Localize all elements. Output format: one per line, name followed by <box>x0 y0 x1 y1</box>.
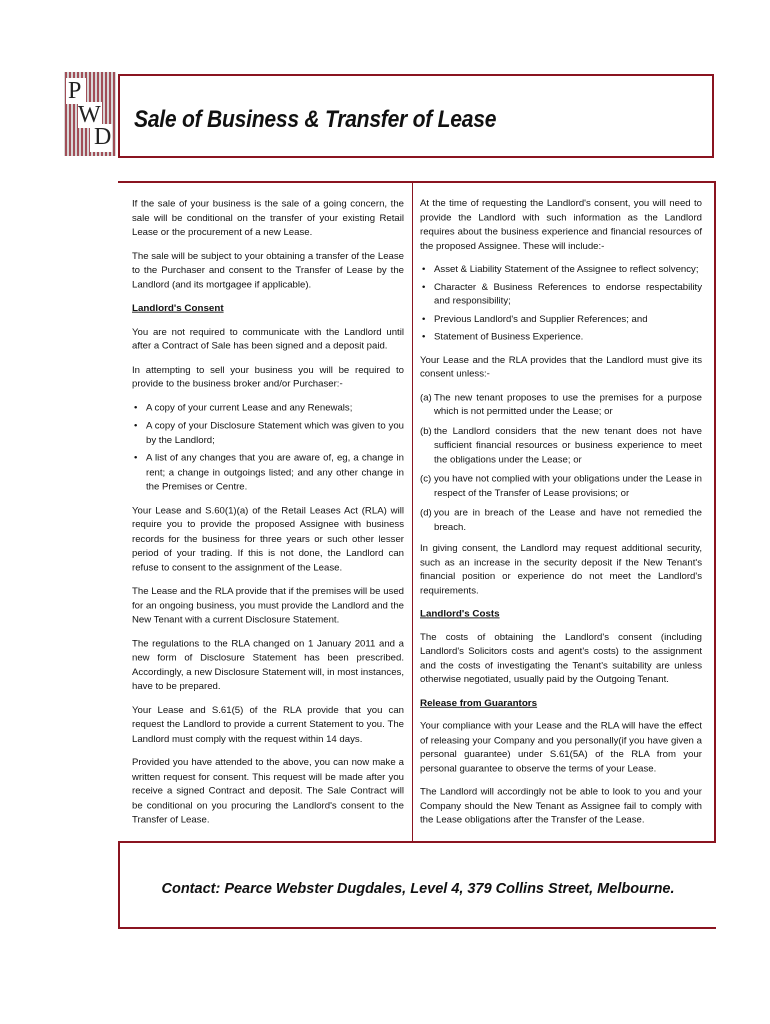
item-label: (a) <box>420 392 432 403</box>
paragraph: In giving consent, the Landlord may request additional security, such as an increase in the security deposit if the New Tenant's financial position or experience do not meet the Landlord's requirements. <box>420 543 702 596</box>
condition-item <box>420 391 702 419</box>
contact-box <box>118 841 716 929</box>
title-box <box>118 74 714 158</box>
paragraph: The regulations to the RLA changed on 1 January 2011 and a new form of Disclosure Statement has been prescribed. Accordingly, a new Disclosure Statement will, in most instances, have to be prepared. <box>132 638 404 692</box>
item-text: The new tenant proposes to use the premises for a purpose which is not permitted under the Lease; or <box>434 392 702 417</box>
heading-release-from-guarantors: Release from Guarantors <box>420 698 538 709</box>
logo-letter-p: P <box>68 78 82 104</box>
condition-item <box>420 506 702 534</box>
list-item: • A copy of your current Lease and any Renewals; <box>132 401 404 415</box>
paragraph: Your Lease and the RLA provides that the Landlord must give its consent unless:- <box>420 355 702 380</box>
condition-item <box>420 472 702 500</box>
list-item: • Character & Business References to endorse respectability and responsibility; <box>420 280 702 308</box>
item-label: (c) <box>420 474 432 485</box>
paragraph: The costs of obtaining the Landlord's consent (including Landlord's Solicitors costs and agent's costs) to the assignment and the costs of investigating the Tenant's suitability are unless otherwise negotiated, usually paid by the Outgoing Tenant. <box>420 632 702 685</box>
paragraph: The Landlord will accordingly not be able to look to you and your Company should the New Tenant as Assignee fail to comply with the Lease obligations after the Transfer of the Lease. <box>420 787 702 826</box>
paragraph: At the time of requesting the Landlord's consent, you will need to provide the Landlord with such information as the Landlord requires about the business experience and financial resources of the proposed Assignee. These will include:- <box>420 198 702 252</box>
right-column <box>420 197 702 837</box>
paragraph: Your Lease and S.60(1)(a) of the Retail Leases Act (RLA) will require you to provide the proposed Assignee with business records for the business for three years or such other lesser period of your trading. If this is not done, the Landlord can refuse to consent to the assignment of the Lease. <box>132 505 404 574</box>
item-label: (d) <box>420 507 432 519</box>
paragraph: If the sale of your business is the sale of a going concern, the sale will be conditional on the transfer of your existing Retail Lease or the procurement of a new Lease. <box>132 198 404 238</box>
bullet-list <box>132 401 404 494</box>
logo-letter-w: W <box>78 102 101 128</box>
pwd-logo <box>64 72 116 156</box>
body-box <box>118 181 716 843</box>
paragraph: You are not required to communicate with the Landlord until after a Contract of Sale has been signed and a deposit paid. <box>132 326 404 352</box>
list-item: • Asset & Liability Statement of the Assignee to reflect solvency; <box>420 263 702 277</box>
item-label: (b) <box>420 426 432 437</box>
condition-list <box>420 391 702 535</box>
logo-letter-d: D <box>94 124 112 150</box>
contact-line: Contact: Pearce Webster Dugdales, Level 4, 379 Collins Street, Melbourne. <box>161 881 675 897</box>
item-text: you are in breach of the Lease and have not remedied the breach. <box>434 507 702 533</box>
item-text: the Landlord considers that the new tenant does not have sufficient financial resources or business experience to meet the obligations under the Lease; or <box>434 426 702 465</box>
bullet-list <box>420 263 702 345</box>
paragraph: The sale will be subject to your obtaining a transfer of the Lease to the Purchaser and consent to the Transfer of Lease by the Landlord (and its mortgagee if applicable). <box>132 251 404 290</box>
column-divider <box>412 183 413 843</box>
list-item: • Previous Landlord's and Supplier References; and <box>420 312 702 326</box>
heading-landlords-costs: Landlord's Costs <box>420 609 500 620</box>
paragraph: The Lease and the RLA provide that if the premises will be used for an ongoing business, you must provide the Landlord and the New Tenant with a current Disclosure Statement. <box>132 586 404 626</box>
paragraph: Provided you have attended to the above, you can now make a written request for consent. This request will be made after you receive a signed Contract and deposit. The Sale Contract will be conditional on you procuring the Landlord's consent to the Transfer of Lease. <box>132 757 404 826</box>
item-text: you have not complied with your obligations under the Lease in respect of the Transfer of Lease provisions; or <box>434 474 702 499</box>
paragraph: In attempting to sell your business you will be required to provide to the business broker and/or Purchaser:- <box>132 364 404 390</box>
paragraph: Your compliance with your Lease and the RLA will have the effect of releasing your Company and you personally(if you have given a personal guarantee) under S.61(5A) of the RLA from your personal guarantee to observe the terms of your Lease. <box>420 721 702 774</box>
list-item: • A copy of your Disclosure Statement which was given to you by the Landlord; <box>132 419 404 448</box>
list-item: • Statement of Business Experience. <box>420 330 702 344</box>
heading-landlords-consent: Landlord's Consent <box>132 303 224 314</box>
paragraph: Your Lease and S.61(5) of the RLA provide that you can request the Landlord to provide a current Statement to you. The Landlord must comply with the request within 14 days. <box>132 705 404 745</box>
left-column <box>132 197 404 837</box>
list-item: • A list of any changes that you are aware of, eg, a change in rent; a change in outgoings listed; and any other change in the Premises or Centre. <box>132 451 404 494</box>
page-title: Sale of Business & Transfer of Lease <box>134 106 497 133</box>
condition-item <box>420 425 702 467</box>
